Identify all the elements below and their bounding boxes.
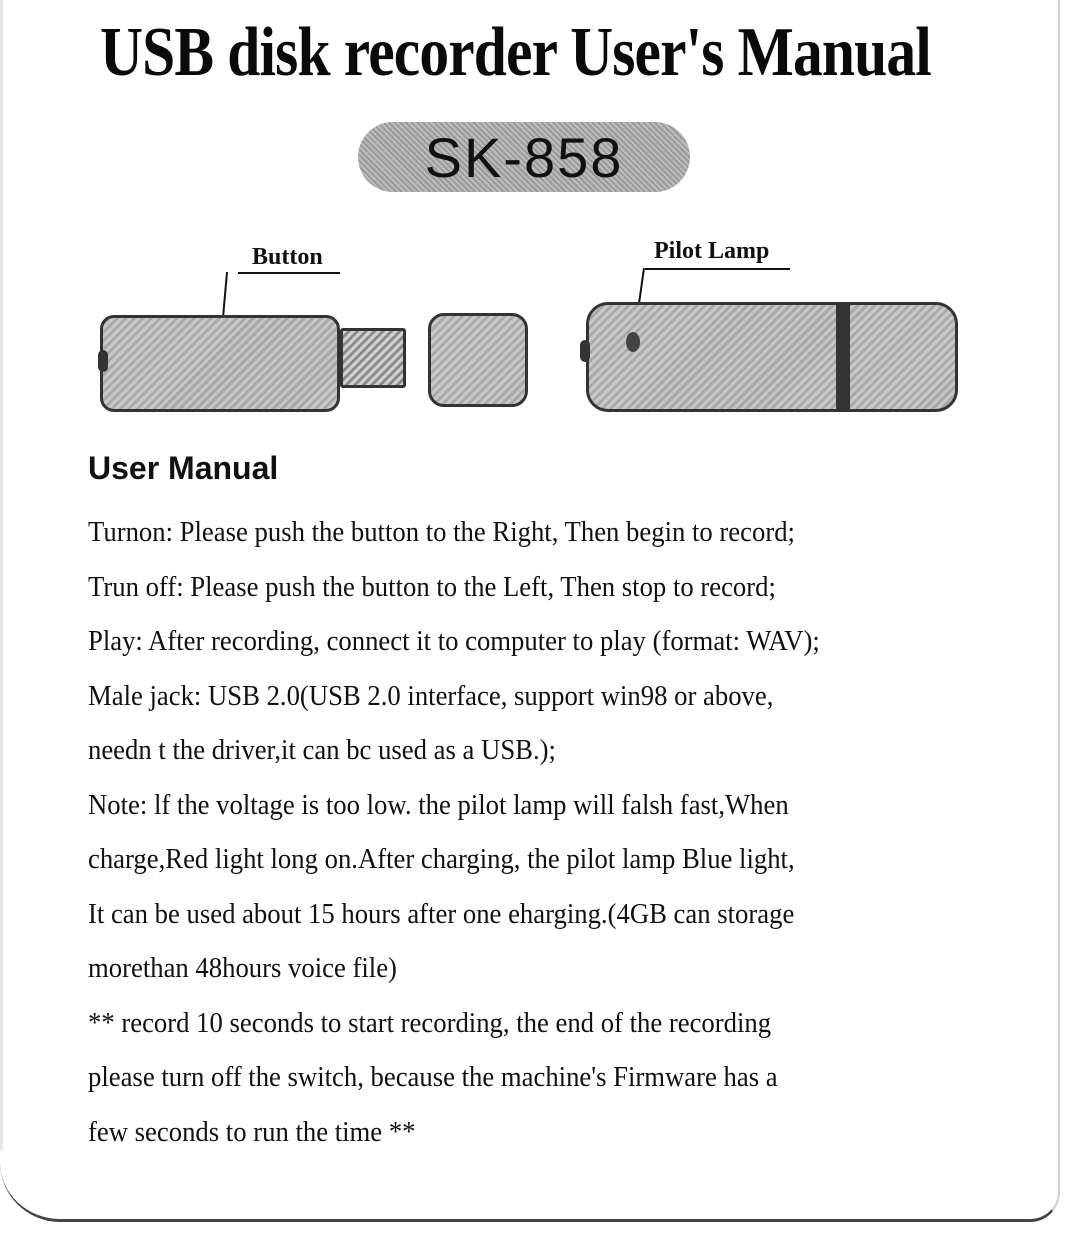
model-badge xyxy=(358,122,690,192)
usb-cap xyxy=(428,313,528,407)
instruction-line: Male jack: USB 2.0(USB 2.0 interface, support win98 or above, xyxy=(88,679,774,712)
pilot-lamp-label: Pilot Lamp xyxy=(654,238,770,264)
instruction-line: It can be used about 15 hours after one eharging.(4GB can storage xyxy=(88,897,795,930)
instruction-line: Turnon: Please push the button to the Right, Then begin to record; xyxy=(88,516,795,548)
instruction-line: Trun off: Please push the button to the Left, Then stop to record; xyxy=(88,570,776,603)
button-leader-line xyxy=(238,272,340,274)
instruction-line: charge,Red light long on.After charging, the pilot lamp Blue light, xyxy=(88,843,795,875)
button-nub-icon xyxy=(98,350,108,372)
card-edge xyxy=(0,0,3,1150)
button-label: Button xyxy=(252,244,323,270)
instruction-line: few seconds to run the time ** xyxy=(88,1115,416,1148)
cap-seam xyxy=(836,302,850,410)
pilot-lamp-leader-line xyxy=(645,268,790,270)
instruction-line: morethan 48hours voice file) xyxy=(88,952,397,984)
instruction-line: Note: lf the voltage is too low. the pilot lamp will falsh fast,When xyxy=(88,788,789,821)
instruction-line: ** record 10 seconds to start recording, the end of the recording xyxy=(88,1006,772,1039)
instruction-line: Play: After recording, connect it to computer to play (format: WAV); xyxy=(88,625,820,657)
instruction-line: please turn off the switch, because the machine's Firmware has a xyxy=(88,1061,778,1093)
usb-connector-plug xyxy=(340,328,406,388)
usb-recorder-assembled xyxy=(586,302,958,412)
section-heading: User Manual xyxy=(88,450,279,486)
button-nub-icon xyxy=(580,340,590,362)
document-title: USB disk recorder User's Manual xyxy=(100,14,931,91)
instruction-line: needn t the driver,it can bc used as a USB.); xyxy=(88,734,556,766)
pilot-lamp-icon xyxy=(626,332,640,352)
usb-recorder-body xyxy=(100,315,340,412)
model-number: SK-858 xyxy=(424,125,624,189)
instructions-body xyxy=(88,505,988,1159)
